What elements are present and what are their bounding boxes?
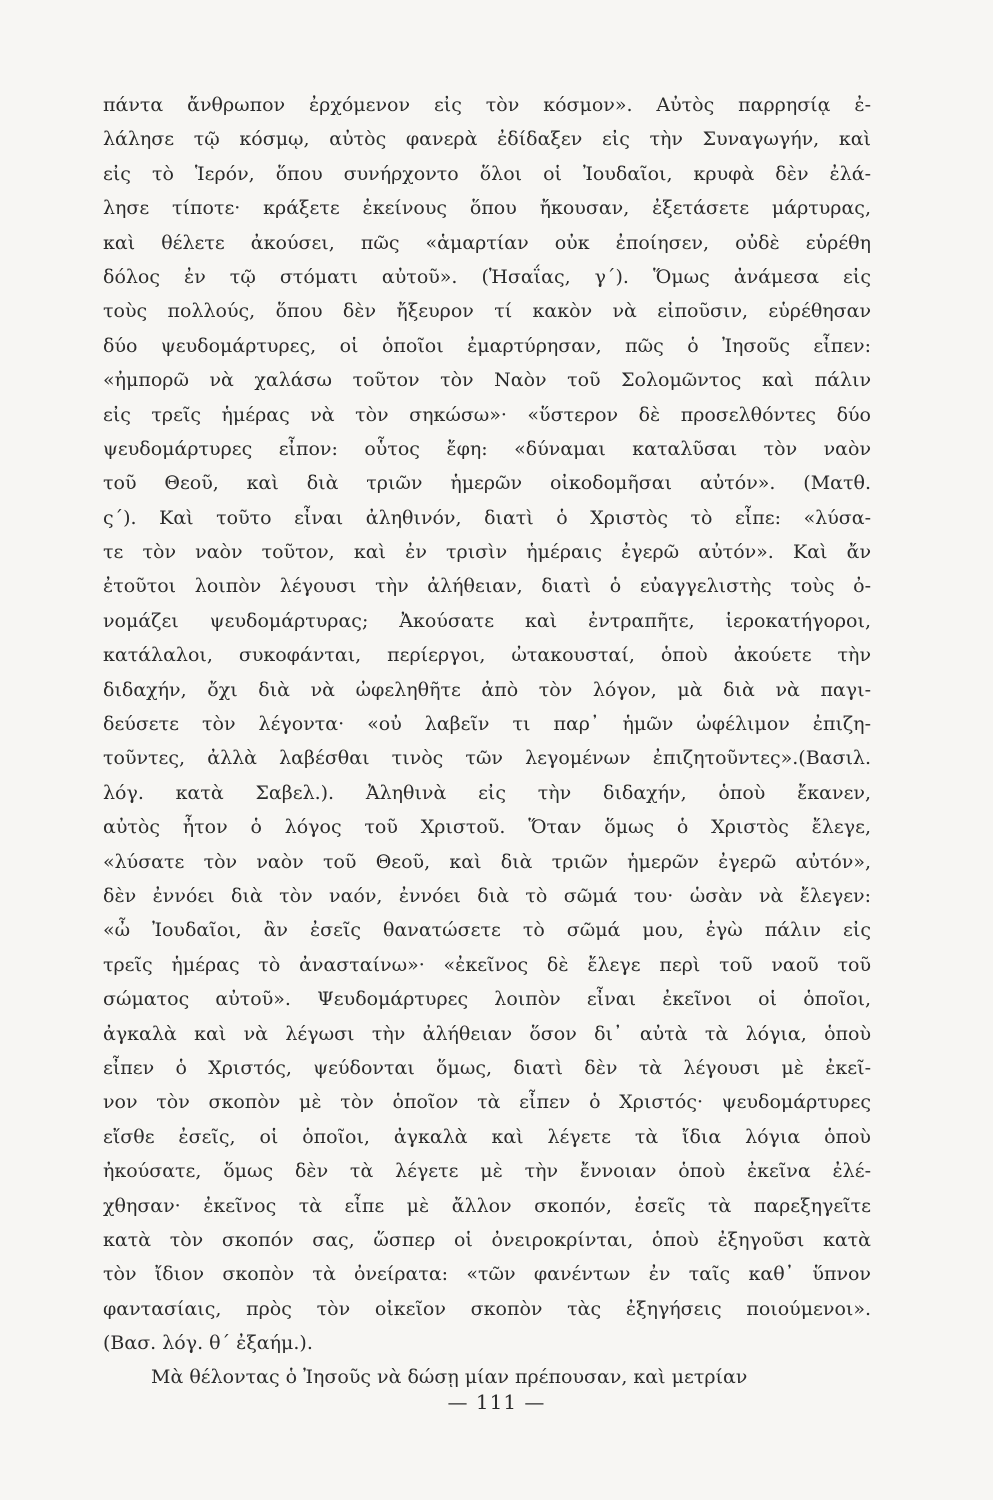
text-line-18: διδαχήν, ὄχι διὰ νὰ ὠφεληθῆτε ἀπὸ τὸν λόγον, μὰ διὰ νὰ παγι- [103,678,871,701]
text-line-24: δὲν ἐννόει διὰ τὸν ναόν, ἐννόει διὰ τὸ σῶμά του· ὡσὰν νὰ ἔλεγεν: [103,884,871,907]
text-line-31: εἴσθε ἐσεῖς, οἱ ὁποῖοι, ἀγκαλὰ καὶ λέγετε τὰ ἴδια λόγια ὁποὺ [103,1125,871,1148]
text-line-27: σώματος αὐτοῦ». Ψευδομάρτυρες λοιπὸν εἶναι ἐκεῖνοι οἱ ὁποῖοι, [103,988,871,1011]
text-line-12: τοῦ Θεοῦ, καὶ διὰ τριῶν ἡμερῶν οἰκοδομῆσαι αὐτόν». (Ματθ. [103,472,871,495]
text-line-23: «λύσατε τὸν ναὸν τοῦ Θεοῦ, καὶ διὰ τριῶν ἡμερῶν ἐγερῶ αὐτόν», [103,850,871,873]
text-line-14: τε τὸν ναὸν τοῦτον, καὶ ἐν τρισὶν ἡμέραις ἐγερῶ αὐτόν». Καὶ ἄν [103,541,871,564]
text-line-26: τρεῖς ἡμέρας τὸ ἀνασταίνω»· «ἐκεῖνος δὲ ἔλεγε περὶ τοῦ ναοῦ τοῦ [103,953,871,976]
text-line-28: ἀγκαλὰ καὶ νὰ λέγωσι τὴν ἀλήθειαν ὅσον δι᾽ αὐτὰ τὰ λόγια, ὁποὺ [103,1022,871,1045]
text-line-15: ἐτοῦτοι λοιπὸν λέγουσι τὴν ἀλήθειαν, διατὶ ὁ εὐαγγελιστὴς τοὺς ὀ- [103,575,871,598]
text-line-29: εἶπεν ὁ Χριστός, ψεύδονται ὅμως, διατὶ δὲν τὰ λέγουσι μὲ ἐκεῖ- [103,1056,871,1079]
text-line-16: νομάζει ψευδομάρτυρας; Ἀκούσατε καὶ ἐντραπῆτε, ἱεροκατήγοροι, [103,609,871,632]
text-line-34: κατὰ τὸν σκοπόν σας, ὥσπερ οἱ ὀνειροκρίνται, ὁποὺ ἐξηγοῦσι κατὰ [103,1228,871,1251]
text-line-22: αὐτὸς ἦτον ὁ λόγος τοῦ Χριστοῦ. Ὅταν ὅμως ὁ Χριστὸς ἔλεγε, [103,816,871,839]
text-line-2: λάλησε τῷ κόσμῳ, αὐτὸς φανερὰ ἐδίδαξεν εἰς τὴν Συναγωγήν, καὶ [103,128,871,151]
text-line-37: (Βασ. λόγ. θ΄ ἐξαήμ.). [103,1332,313,1355]
text-line-20: τοῦντες, ἀλλὰ λαβέσθαι τινὸς τῶν λεγομένων ἐπιζητοῦντες».(Βασιλ. [103,747,871,770]
text-line-8: δύο ψευδομάρτυρες, οἱ ὁποῖοι ἐμαρτύρησαν, πῶς ὁ Ἰησοῦς εἶπεν: [103,334,871,357]
body-text [103,88,871,1395]
text-line-9: «ἠμπορῶ νὰ χαλάσω τοῦτον τὸν Ναὸν τοῦ Σολομῶντος καὶ πάλιν [103,369,871,392]
text-line-25: «ὦ Ἰουδαῖοι, ἂν ἐσεῖς θανατώσετε τὸ σῶμά μου, ἐγὼ πάλιν εἰς [103,919,871,942]
text-line-35: τὸν ἴδιον σκοπὸν τὰ ὀνείρατα: «τῶν φανέντων ἐν ταῖς καθ᾽ ὕπνον [103,1263,871,1286]
text-line-5: καὶ θέλετε ἀκούσει, πῶς «ἁμαρτίαν οὐκ ἐποίησεν, οὐδὲ εὑρέθη [103,231,871,254]
text-line-4: λησε τίποτε· κράξετε ἐκείνους ὅπου ἤκουσαν, ἐξετάσετε μάρτυρας, [103,197,871,220]
text-line-10: εἰς τρεῖς ἡμέρας νὰ τὸν σηκώσω»· «ὕστερον δὲ προσελθόντες δύο [103,403,871,426]
text-line-7: τοὺς πολλούς, ὅπου δὲν ἤξευρον τί κακὸν νὰ εἰποῦσιν, εὑρέθησαν [103,300,871,323]
text-line-33: χθησαν· ἐκεῖνος τὰ εἶπε μὲ ἄλλον σκοπόν, ἐσεῖς τὰ παρεξηγεῖτε [103,1194,871,1217]
page-number: — 111 — [447,1390,546,1414]
text-line-1: πάντα ἄνθρωπον ἐρχόμενον εἰς τὸν κόσμον». Αὐτὸς παρρησίᾳ ἐ- [103,94,871,116]
text-line-21: λόγ. κατὰ Σαβελ.). Ἀληθινὰ εἰς τὴν διδαχήν, ὁποὺ ἔκανεν, [103,781,871,804]
text-line-19: δεύσετε τὸν λέγοντα· «οὐ λαβεῖν τι παρ᾽ ἡμῶν ὠφέλιμον ἐπιζη- [103,713,871,736]
text-line-6: δόλος ἐν τῷ στόματι αὐτοῦ». (Ἠσαΐας, γ΄). Ὅμως ἀνάμεσα εἰς [103,265,871,288]
text-line-11: ψευδομάρτυρες εἶπον: οὗτος ἔφη: «δύναμαι καταλῦσαι τὸν ναὸν [103,437,871,460]
text-line-13: ς΄). Καὶ τοῦτο εἶναι ἀληθινόν, διατὶ ὁ Χριστὸς τὸ εἶπε: «λύσα- [103,506,871,529]
text-line-30: νον τὸν σκοπὸν μὲ τὸν ὁποῖον τὰ εἶπεν ὁ Χριστός· ψευδομάρτυρες [103,1091,871,1114]
text-line-3: εἰς τὸ Ἱερόν, ὅπου συνήρχοντο ὅλοι οἱ Ἰουδαῖοι, κρυφὰ δὲν ἐλά- [103,162,871,185]
text-line-32: ἠκούσατε, ὅμως δὲν τὰ λέγετε μὲ τὴν ἔννοιαν ὁποὺ ἐκεῖνα ἐλέ- [103,1160,871,1183]
text-line-36: φαντασίαις, πρὸς τὸν οἰκεῖον σκοπὸν τὰς ἐξηγήσεις ποιούμενοι». [103,1297,871,1320]
text-line-17: κατάλαλοι, συκοφάνται, περίεργοι, ὠτακουσταί, ὁποὺ ἀκούετε τὴν [103,644,871,667]
text-line-38: Μὰ θέλοντας ὁ Ἰησοῦς νὰ δώσῃ μίαν πρέπουσαν, καὶ μετρίαν [151,1366,748,1389]
